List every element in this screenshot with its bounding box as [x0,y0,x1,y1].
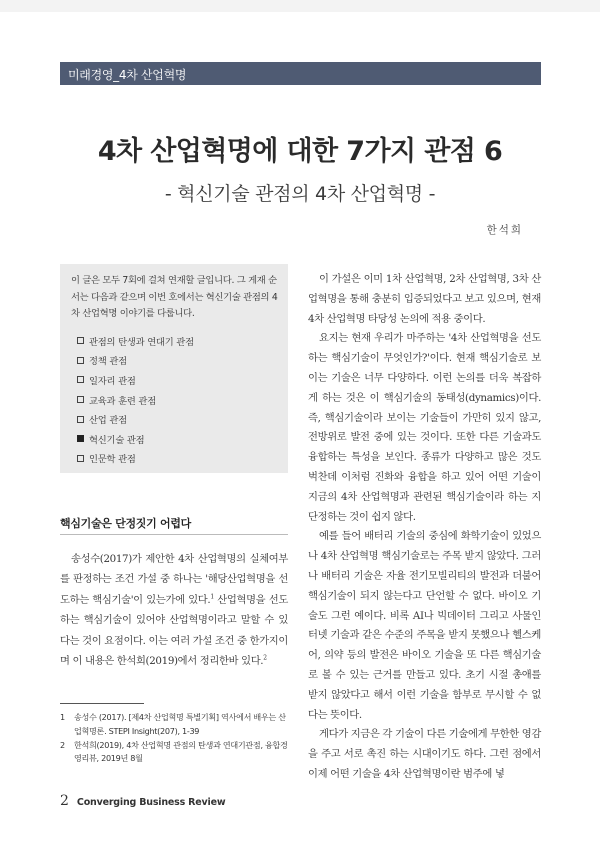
checkbox-empty-icon [77,455,84,462]
series-item-label: 일자리 관점 [89,375,136,387]
checkbox-empty-icon [77,396,84,403]
journal-name: Converging Business Review [76,797,226,808]
paragraph: 이 가설은 이미 1차 산업혁명, 2차 산업혁명, 3차 산업혁명을 통해 충분히 입증되었다고 보고 있으며, 현재 4차 산업혁명 타당성 논의에 적용 중이다. [308,273,541,325]
series-item [77,449,194,469]
series-item-label: 혁신기술 관점 [89,434,145,446]
footnote [60,711,292,739]
series-intro: 이 글은 모두 7회에 걸쳐 연재할 글입니다. 그 게재 순서는 다음과 같으며 이번 호에서는 혁신기술 관점의 4차 산업혁명 이야기를 다룹니다. [71,275,278,319]
page-number: 2 [60,793,69,809]
series-item [77,409,194,429]
series-item [77,351,194,371]
series-info-box [60,264,288,473]
checkbox-empty-icon [77,337,84,344]
series-item-label: 교육과 훈련 관점 [89,395,156,407]
footnote-number: 1 [60,712,65,722]
checkbox-empty-icon [77,376,84,383]
page-footer [60,793,225,809]
section-bar [60,62,541,85]
footnote-divider [60,703,144,704]
section-label: 미래경영_4차 산업혁명 [68,68,187,82]
author-name: 한석희 [486,224,523,236]
series-item-label: 산업 관점 [89,415,127,427]
paragraph: 요지는 현재 우리가 마주하는 '4차 산업혁명을 선도하는 핵심기술이 무엇인가?'이다. 현재 핵심기술로 보이는 기술은 너무 다양하다. 이런 논의를 더욱 복잡하게 하는 것은 이 핵심기술의 동태성(dynamics)이다. 즉, 핵심기술이라 보이는 기술들이 가만히 있지 않고, 전방위로 발전 중에 있는 것이다. 또한 다른 기술과도 융합하는 특성을 보인다. 종류가 다양하고 많은 것도 벅찬데 이처럼 진화와 융합을 하고 있어 어떤 기술이 지금의 4차 산업혁명과 관련된 핵심기술이라 하는 지 단정하는 것이 쉽지 않다. [308,332,541,523]
series-item [77,370,194,390]
series-item-label: 정책 관점 [89,356,127,368]
footnote [60,739,292,767]
footnote-ref: 2 [263,654,267,662]
right-column [308,270,541,785]
checkbox-empty-icon [77,416,84,423]
left-column [60,549,288,671]
footnote-ref: 1 [210,593,214,601]
footnote-text: 송성수 (2017). [제4차 산업혁명 특별기획] 역사에서 배우는 산업혁명론. STEPI Insight(207), 1-39 [74,712,286,736]
footnotes [60,711,292,766]
paragraph: 예를 들어 배터리 기술의 중심에 화학기술이 있었으나 4차 산업혁명 핵심기술로는 주목 받지 않았다. 그러나 배터리 기술은 자율 전기모빌리티의 발전과 더불어 핵심기술이 되지 않는다고 단언할 수 없다. 바이오 기술도 그런 예이다. 비록 AI나 빅데이터 그리고 사물인터넷 기술과 같은 수준의 주목을 받지 못했으나 헬스케어, 의약 등의 발전은 바이오 기술을 또 다른 핵심기술로 볼 수 있는 근거를 만들고 있다. 초기 시절 총애를 받지 않았다고 해서 이런 기술을 함부로 무시할 수 없다는 뜻이다. [308,530,541,721]
article-subtitle: - 혁신기술 관점의 4차 산업혁명 - [164,183,436,205]
paragraph: 게다가 지금은 각 기술이 다른 기술에게 무한한 영감을 주고 서로 촉진 하는 시대이기도 하다. 그런 점에서 이제 어떤 기술을 4차 산업혁명이란 범주에 넣 [308,728,541,780]
series-list [77,331,194,468]
checkbox-empty-icon [77,357,84,364]
article-title: 4차 산업혁명에 대한 7가지 관점 6 [97,136,503,167]
heading-divider [60,534,288,535]
series-item-label: 인문학 관점 [89,454,136,466]
paragraph-text: 송성수(2017)가 제안한 4차 산업혁명의 실체여부를 판정하는 조건 가설 중 하나는 '해당산업혁명을 선도하는 핵심기술'이 있는가에 있다. [60,553,288,606]
paragraph-text: 산업혁명을 선도하는 핵심기술이 있어야 산업혁명이라고 말할 수 있다는 것이 요점이다. 이는 여러 가설 조건 중 한가지이며 이 내용은 한석희(2019)에서 정리한바 있다. [60,593,288,668]
checkbox-filled-icon [77,435,84,442]
paragraph [60,549,288,671]
series-item [77,331,194,351]
top-band [0,0,600,12]
series-item-label: 관점의 탄생과 연대기 관점 [89,336,194,348]
series-item [77,390,194,410]
series-item-current [77,429,194,449]
section-heading: 핵심기술은 단정짓기 어렵다 [60,517,191,530]
footnote-text: 한석희(2019), 4차 산업혁명 관점의 탄생과 연대기관점, 융합경영리뷰, 2019년 8월 [74,739,288,764]
footnote-number: 2 [60,739,65,750]
